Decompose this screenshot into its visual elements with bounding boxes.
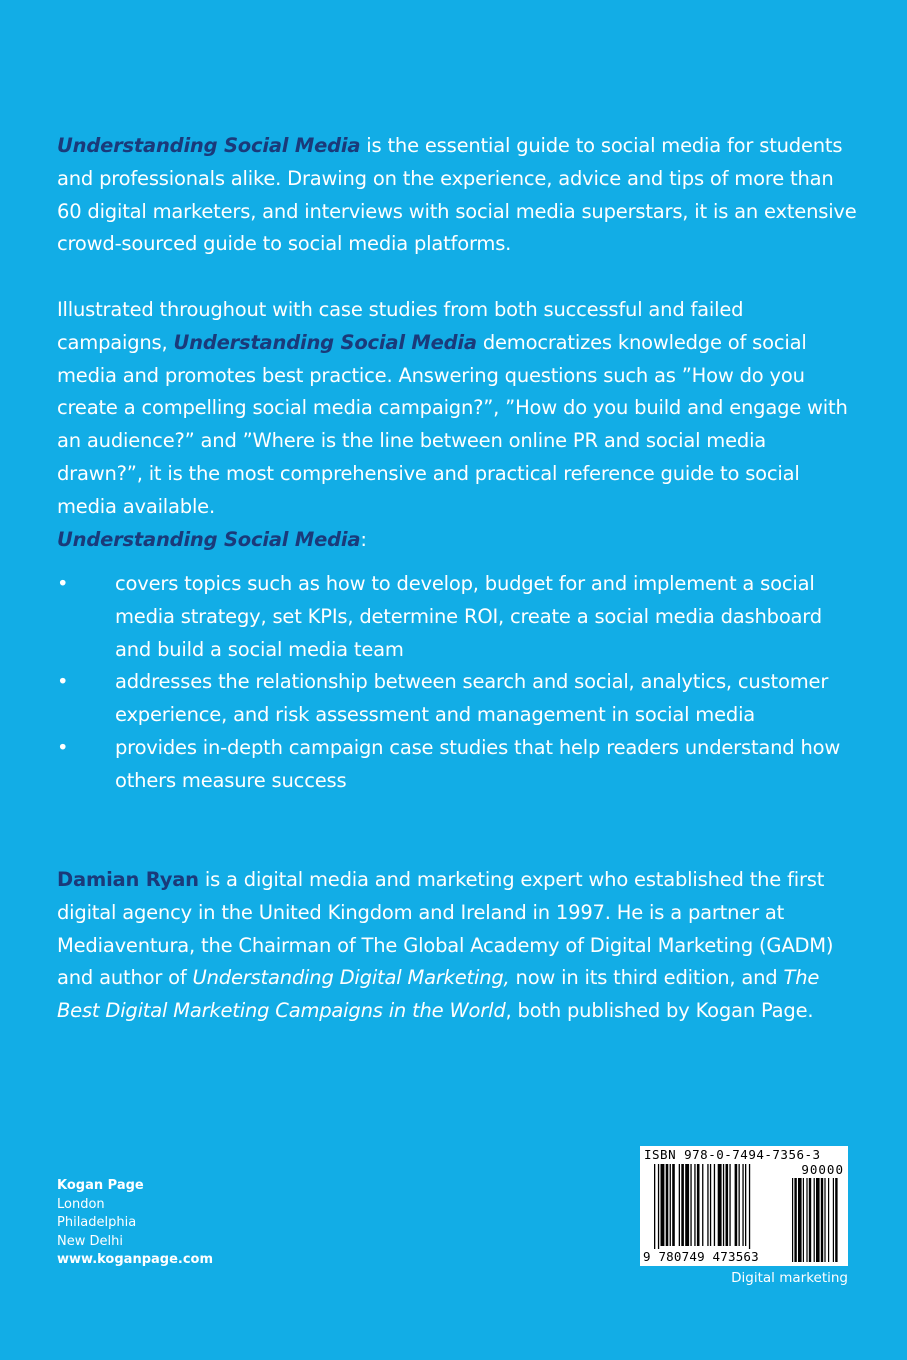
barcode-bar [714, 1164, 715, 1246]
book-title-2: The Best Digital Marketing Campaigns in the World [57, 966, 820, 1023]
barcode-addon-bar [809, 1178, 811, 1262]
barcode-bar [681, 1164, 684, 1246]
barcode-bar [718, 1164, 722, 1246]
barcode-addon-bar [835, 1178, 837, 1262]
barcode-bar [735, 1164, 738, 1246]
description-lead: Illustrated throughout with case studies from both successful and failed campaigns, [57, 298, 744, 354]
barcode-bar [670, 1164, 671, 1246]
intro-paragraph [57, 130, 857, 261]
author-bio [57, 864, 857, 1028]
barcode-addon-bar [792, 1178, 793, 1262]
barcode-bar [672, 1164, 675, 1246]
list-intro-colon: : [360, 528, 367, 551]
barcode-bar [742, 1164, 743, 1246]
barcode-bar [749, 1164, 750, 1252]
book-title-1: Understanding Digital Marketing, [192, 966, 510, 990]
author-text: is a digital media and marketing expert who established the first digital agency in the United Kingdom and Ireland in 1997. He is a partner at Mediaventura, the Chairman of The Global Academy of Digital Marketing (GADM) and author of [57, 868, 834, 990]
author-text: , both published by Kogan Page. [505, 999, 814, 1023]
barcode-addon-bar [821, 1178, 823, 1262]
publisher-city: Philadelphia [57, 1215, 137, 1230]
price-code: 90000 [801, 1162, 844, 1177]
barcode-addon-bar [816, 1178, 820, 1262]
barcode-addon-bar [794, 1178, 796, 1262]
barcode-bar [658, 1164, 659, 1252]
barcode-bar [729, 1164, 730, 1246]
author-text: now in its third edition, and [509, 966, 784, 990]
list-item-text: covers topics such as how to develop, budget for and implement a social media strategy, set KPIs, determine ROI, create a social media dashboard and build a social media team [115, 572, 822, 661]
barcode-bars [640, 1146, 848, 1266]
barcode-bar [666, 1164, 669, 1246]
publisher-city: London [57, 1196, 105, 1212]
list-item-text: addresses the relationship between search and social, analytics, customer experience, and risk assessment and management in social media [115, 670, 829, 727]
barcode-bar [702, 1164, 703, 1246]
publisher-city: New Delhi [57, 1233, 123, 1249]
barcode-bar [694, 1164, 695, 1246]
list-item-text: provides in-depth campaign case studies that help readers understand how others measure success [115, 735, 841, 792]
bullet-icon: • [57, 670, 69, 694]
barcode-bar [679, 1164, 680, 1246]
barcode-bar [707, 1164, 708, 1246]
list-item [57, 732, 857, 798]
list-item [57, 666, 857, 732]
barcode-addon-bar [824, 1178, 825, 1262]
book-title-italic: Understanding Social Media [173, 330, 477, 354]
description-paragraph [57, 294, 857, 524]
description-text: democratizes knowledge of social media and promotes best practice. Answering questions such as ”How do you create a compelling social media campaign?”, ”How do you build and engage with an audience?” and ”Where is the line between online PR and social media drawn?”, it is the most comprehensive and practical reference guide to social media available. [57, 330, 848, 518]
barcode-bar [710, 1164, 711, 1246]
barcode-addon-bar [798, 1178, 802, 1262]
intro-text: is the essential guide to social media for students and professionals alike. Drawing on the experience, advice and tips of more than 60 digital marketers, and interviews with social media superstars, it is an extensive crowd-sourced guide to social media platforms. [57, 134, 857, 256]
category-label: Digital marketing [731, 1270, 848, 1286]
barcode-bar [697, 1164, 700, 1246]
isbn-barcode [640, 1146, 848, 1266]
barcode-bar [723, 1164, 724, 1246]
barcode-bar [739, 1164, 740, 1246]
isbn-number: ISBN 978-0-7494-7356-3 [644, 1147, 821, 1162]
list-item [57, 568, 857, 666]
bullet-icon: • [57, 735, 69, 759]
barcode-bar [726, 1164, 729, 1246]
barcode-addon-bar [803, 1178, 804, 1262]
book-title-italic: Understanding Social Media [57, 528, 361, 551]
barcode-addon-bar [828, 1178, 829, 1262]
barcode-bar [654, 1164, 655, 1252]
barcode-bar [690, 1164, 691, 1246]
barcode-bar [745, 1164, 746, 1246]
publisher-block [57, 1177, 213, 1270]
book-title-italic: Understanding Social Media [57, 134, 361, 157]
publisher-name: Kogan Page [57, 1178, 144, 1193]
barcode-bar [661, 1164, 665, 1246]
barcode-bar [685, 1164, 689, 1246]
barcode-addon-bar [806, 1178, 807, 1262]
publisher-url: www.koganpage.com [57, 1252, 214, 1267]
barcode-addon-bar [814, 1178, 815, 1262]
ean-digits: 9 780749 473563 [643, 1249, 759, 1264]
feature-list [57, 568, 857, 798]
bullet-icon: • [57, 572, 69, 595]
author-name: Damian Ryan [57, 868, 199, 891]
barcode-addon-bar [833, 1178, 834, 1262]
list-intro [57, 524, 857, 557]
